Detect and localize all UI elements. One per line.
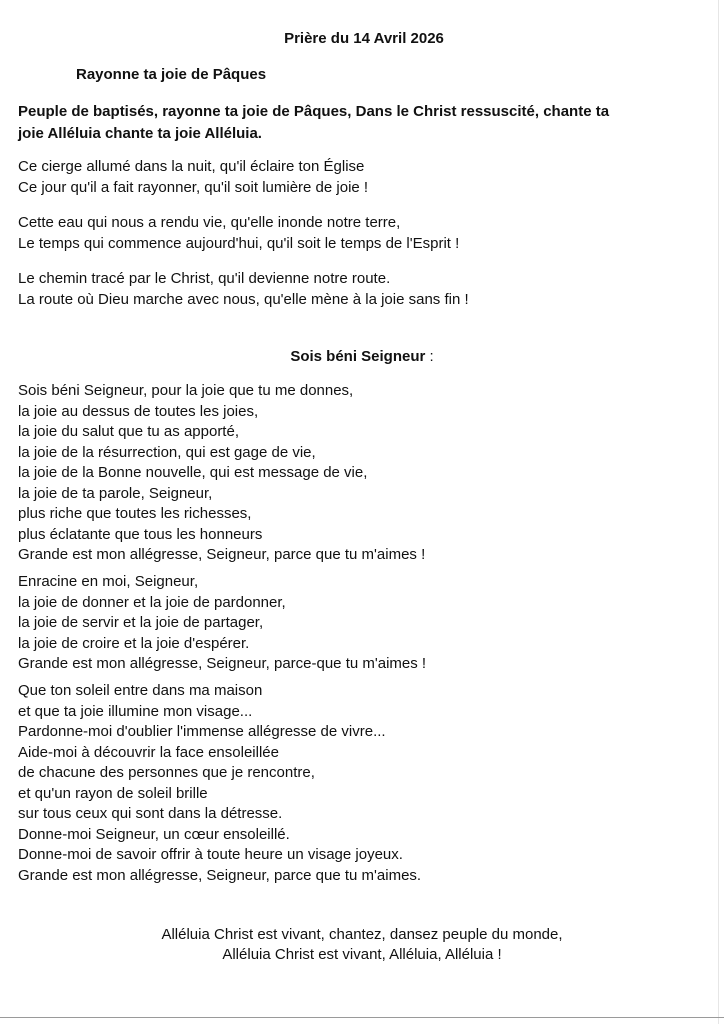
verse-line: Ce jour qu'il a fait rayonner, qu'il soit lumière de joie ! bbox=[18, 178, 369, 196]
prayer-stanza-1 bbox=[18, 381, 708, 566]
verse-line: Ce cierge allumé dans la nuit, qu'il éclaire ton Église bbox=[18, 158, 365, 175]
verse-line: Donne-moi de savoir offrir à toute heure un visage joyeux. bbox=[18, 846, 403, 863]
verse-line: Le chemin tracé par le Christ, qu'il devienne notre route. bbox=[18, 270, 391, 287]
verse-line: Grande est mon allégresse, Seigneur, parce que tu m'aimes ! bbox=[18, 546, 426, 563]
refrain-line: joie Alléluia chante ta joie Alléluia. bbox=[18, 125, 262, 142]
verse-line: de chacune des personnes que je rencontre, bbox=[18, 764, 315, 781]
chant-stanza-1 bbox=[18, 157, 708, 198]
verse-line: La route où Dieu marche avec nous, qu'elle mène à la joie sans fin ! bbox=[18, 290, 469, 308]
prayer-stanza-3 bbox=[18, 681, 708, 886]
closing-line: Alléluia Christ est vivant, Alléluia, Alléluia ! bbox=[222, 946, 502, 963]
prayer-heading: Sois béni Seigneur : bbox=[290, 348, 434, 365]
closing-acclamation bbox=[0, 925, 724, 965]
chant-stanza-2 bbox=[18, 213, 708, 254]
verse-line: Aide-moi à découvrir la face ensoleillée bbox=[18, 743, 279, 761]
refrain bbox=[18, 101, 718, 145]
verse-line: Donne-moi Seigneur, un cœur ensoleillé. bbox=[18, 825, 290, 843]
verse-line: la joie du salut que tu as apporté, bbox=[18, 423, 239, 440]
verse-line: Sois béni Seigneur, pour la joie que tu me donnes, bbox=[18, 382, 354, 399]
page-title: Prière du 14 Avril 2026 bbox=[284, 30, 444, 47]
verse-line: la joie au dessus de toutes les joies, bbox=[18, 402, 259, 420]
verse-line: et que ta joie illumine mon visage... bbox=[18, 702, 253, 720]
verse-line: et qu'un rayon de soleil brille bbox=[18, 784, 208, 802]
verse-line: la joie de la Bonne nouvelle, qui est message de vie, bbox=[18, 464, 368, 481]
verse-line: la joie de croire et la joie d'espérer. bbox=[18, 634, 250, 652]
chant-stanza-3 bbox=[18, 269, 708, 310]
verse-line: la joie de donner et la joie de pardonner, bbox=[18, 593, 286, 611]
verse-line: Cette eau qui nous a rendu vie, qu'elle inonde notre terre, bbox=[18, 214, 401, 231]
verse-line: Grande est mon allégresse, Seigneur, parce que tu m'aimes. bbox=[18, 866, 422, 884]
refrain-line: Peuple de baptisés, rayonne ta joie de Pâques, Dans le Christ ressuscité, chante ta bbox=[18, 103, 610, 120]
hymn-title: Rayonne ta joie de Pâques bbox=[76, 66, 267, 83]
verse-line: la joie de la résurrection, qui est gage de vie, bbox=[18, 443, 316, 461]
scan-bottom-edge bbox=[0, 1017, 724, 1018]
verse-line: Grande est mon allégresse, Seigneur, parce-que tu m'aimes ! bbox=[18, 655, 427, 672]
verse-line: plus éclatante que tous les honneurs bbox=[18, 525, 263, 543]
verse-line: Enracine en moi, Seigneur, bbox=[18, 573, 199, 590]
verse-line: Que ton soleil entre dans ma maison bbox=[18, 682, 263, 699]
prayer-stanza-2 bbox=[18, 572, 708, 675]
closing-line: Alléluia Christ est vivant, chantez, dansez peuple du monde, bbox=[161, 926, 563, 943]
verse-line: Pardonne-moi d'oublier l'immense allégresse de vivre... bbox=[18, 723, 386, 740]
scan-edge bbox=[718, 0, 719, 1024]
verse-line: plus riche que toutes les richesses, bbox=[18, 505, 252, 522]
verse-line: la joie de servir et la joie de partager, bbox=[18, 614, 264, 631]
verse-line: Le temps qui commence aujourd'hui, qu'il soit le temps de l'Esprit ! bbox=[18, 234, 460, 252]
verse-line: la joie de ta parole, Seigneur, bbox=[18, 484, 213, 502]
verse-line: sur tous ceux qui sont dans la détresse. bbox=[18, 805, 283, 822]
